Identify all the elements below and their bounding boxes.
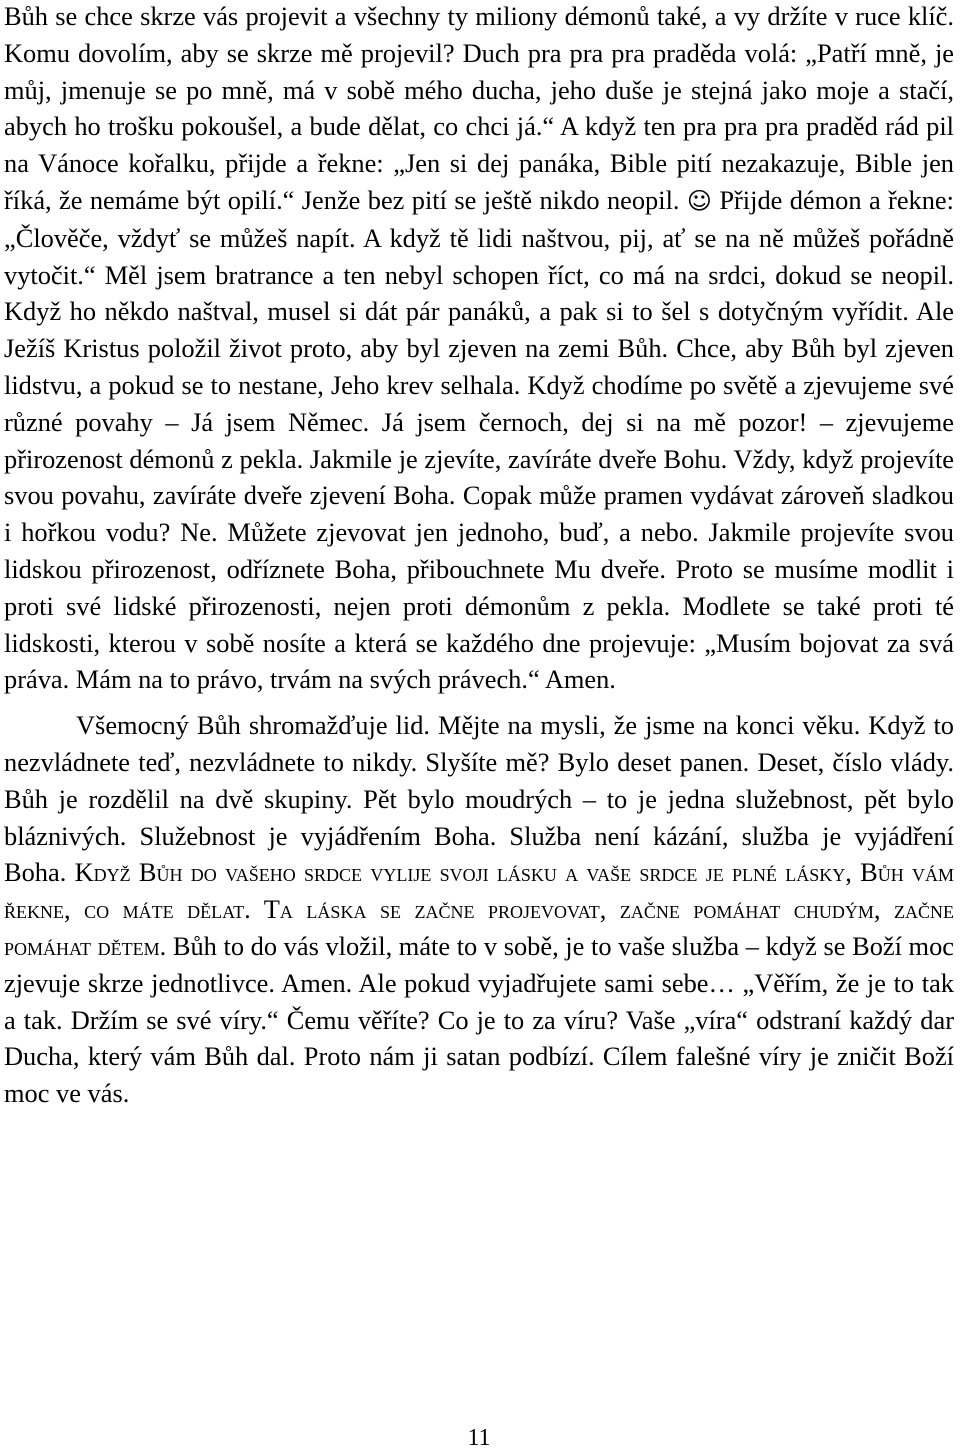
paragraph-1-text-b: Přijde démon a řekne: „Člověče, vždyť se můžeš napít. A když tě lidi naštvou, pij, ať se na ně můžeš pořádně vytočit.“ Měl jsem bratrance a ten nebyl schopen říct, co má na srdci, dokud se neopil. Když ho někdo naštval, musel si dát pár panáků, a pak si to šel s dotyčným vyřídit. Ale Ježíš Kristus položil život proto, aby byl zjeven na zemi Bůh. Chce, aby Bůh byl zjeven lidstvu, a pokud se to nestane, Jeho krev selhala. Když chodíme po světě a zjevujeme své různé povahy – Já jsem Němec. Já jsem černoch, dej si na mě pozor! – zjevujeme přirozenost démonů z pekla. Jakmile je zjevíte, zavíráte dveře Bohu. Vždy, když projevíte svou povahu, zavíráte dveře zjevení Boha. Copak může pramen vydávat zároveň sladkou i hořkou vodu? Ne. Můžete zjevovat jen jednoho, buď, a nebo. Jakmile projevíte svou lidskou přirozenost, odříznete Boha, přibouchnete Mu dveře. Proto se musíme modlit i proti své lidské přirozenosti, nejen proti démonům z pekla. Modlete se také proti té lidskosti, kterou v sobě nosíte a která se každého dne projevuje: „Musím bojovat za svá práva. Mám na to právo, trvám na svých právech.“ Amen. bbox=[4, 184, 954, 695]
paragraph-1 bbox=[4, 0, 954, 698]
paragraph-2 bbox=[4, 707, 954, 1112]
smiley-icon: ☺ bbox=[686, 186, 712, 215]
paragraph-2-text-b: Bůh to do vás vložil, máte to v sobě, je to vaše služba – když se Boží moc zjevuje skrze jednotlivce. Amen. Ale pokud vyjadřujete sami sebe… „Věřím, že je to tak a tak. Držím se své víry.“ Čemu věříte? Co je to za víru? Vaše „víra“ odstraní každý dar Ducha, který vám Bůh dal. Proto nám ji satan podbízí. Cílem falešné víry je zničit Boží moc ve vás. bbox=[4, 930, 954, 1109]
paragraph-1-text-a: Bůh se chce skrze vás projevit a všechny ty miliony démonů také, a vy držíte v ruce klíč. Komu dovolím, aby se skrze mě projevil? Duch pra pra pra praděda volá: „Patří mně, je můj, jmenuje se po mně, má v sobě mého ducha, jeho duše je stejná jako moje a stačí, abych ho trošku pokoušel, a bude dělat, co chci já.“ A když ten pra pra pra praděd rád pil na Vánoce kořalku, přijde a řekne: „Jen si dej panáka, Bible pití nezakazuje, Bible jen říká, že nemáme být opilí.“ Jenže bez pití se ještě nikdo neopil. bbox=[4, 1, 954, 215]
body-text bbox=[4, 0, 954, 1112]
paragraph-2-smallcaps: Když Bůh do vašeho srdce vylije svoji lásku a vaše srdce je plné lásky, Bůh vám řekne, co máte dělat. Ta láska se začne projevovat, začne pomáhat chudým, začne pomáhat dětem. bbox=[4, 857, 955, 961]
document-page bbox=[4, 0, 954, 1452]
paragraph-2-text-a: Všemocný Bůh shromažďuje lid. Mějte na mysli, že jsme na konci věku. Když to nezvládnete teď, nezvládnete to nikdy. Slyšíte mě? Bylo deset panen. Deset, číslo vlády. Bůh je rozdělil na dvě skupiny. Pět bylo moudrých – to je jedna služebnost, pět bylo bláznivých. Služebnost je vyjádřením Boha. Služba není kázání, služba je vyjádření Boha. bbox=[4, 710, 954, 888]
page-number: 11 bbox=[467, 1425, 491, 1451]
